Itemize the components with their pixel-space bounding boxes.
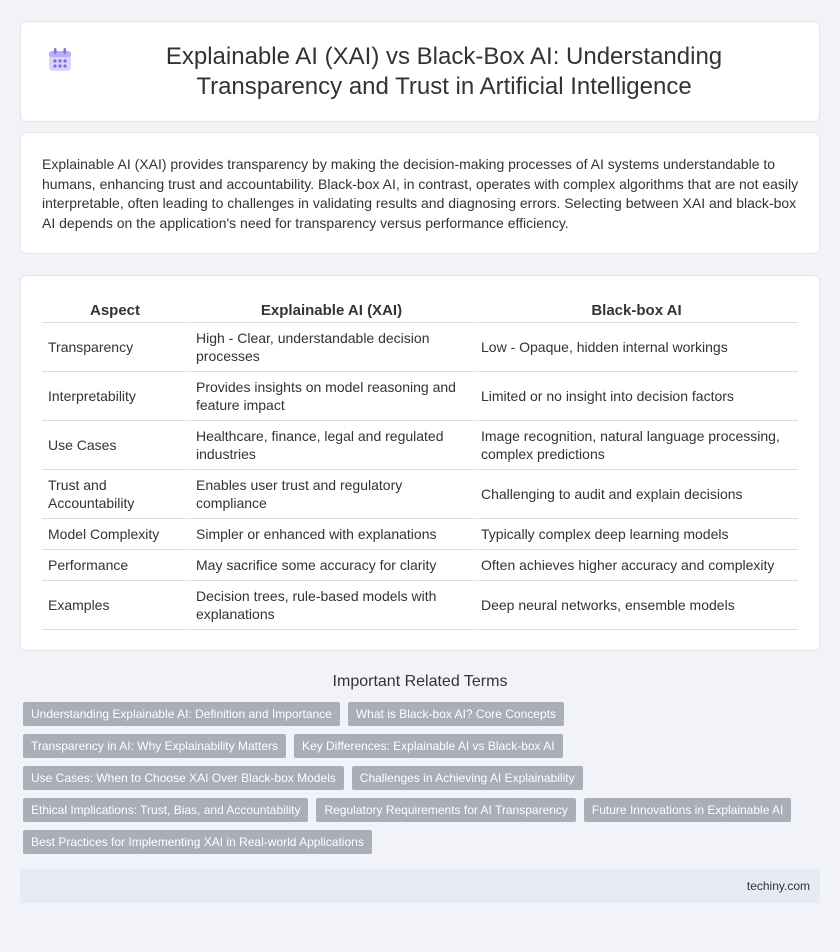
column-header: Black-box AI xyxy=(473,295,798,323)
table-cell-xai: Simpler or enhanced with explanations xyxy=(188,519,473,550)
intro-paragraph: Explainable AI (XAI) provides transparency by making the decision-making processes of AI systems understandable to humans, enhancing trust and accountability. Black-box AI, in contrast, operates with complex algorithms that are not easily interpretable, often leading to challenges in validating results and diagnosing errors. Selecting between XAI and black-box AI depends on the application's need for transparency versus performance efficiency. xyxy=(42,156,799,231)
related-term-tag[interactable]: Key Differences: Explainable AI vs Black-box AI xyxy=(294,734,563,758)
table-row xyxy=(42,550,798,581)
table-cell-blackbox: Image recognition, natural language processing, complex predictions xyxy=(473,421,798,470)
table-row xyxy=(42,470,798,519)
column-header: Aspect xyxy=(42,295,188,323)
table-cell-xai: Provides insights on model reasoning and feature impact xyxy=(188,372,473,421)
related-terms-title: Important Related Terms xyxy=(332,673,508,690)
table-row xyxy=(42,323,798,372)
related-term-tag[interactable]: Understanding Explainable AI: Definition and Importance xyxy=(23,702,340,726)
related-term-tag[interactable]: Transparency in AI: Why Explainability Matters xyxy=(23,734,286,758)
table-row xyxy=(42,581,798,630)
table-cell-blackbox: Typically complex deep learning models xyxy=(473,519,798,550)
related-term-tag[interactable]: Best Practices for Implementing XAI in Real-world Applications xyxy=(23,830,372,854)
related-term-tag[interactable]: Use Cases: When to Choose XAI Over Black-box Models xyxy=(23,766,344,790)
header xyxy=(46,42,794,102)
intro-card xyxy=(20,132,820,254)
table-cell-aspect: Use Cases xyxy=(42,421,188,470)
table-cell-aspect: Transparency xyxy=(42,323,188,372)
comparison-table-card xyxy=(20,275,820,651)
table-cell-blackbox: Deep neural networks, ensemble models xyxy=(473,581,798,630)
related-term-tag[interactable]: Ethical Implications: Trust, Bias, and Accountability xyxy=(23,798,308,822)
table-cell-aspect: Examples xyxy=(42,581,188,630)
table-cell-xai: Decision trees, rule-based models with explanations xyxy=(188,581,473,630)
table-cell-aspect: Trust and Accountability xyxy=(42,470,188,519)
related-term-tag[interactable]: Future Innovations in Explainable AI xyxy=(584,798,791,822)
related-term-tag[interactable]: What is Black-box AI? Core Concepts xyxy=(348,702,564,726)
header-card xyxy=(20,21,820,122)
table-cell-xai: Enables user trust and regulatory compliance xyxy=(188,470,473,519)
table-cell-blackbox: Challenging to audit and explain decisions xyxy=(473,470,798,519)
table-cell-blackbox: Limited or no insight into decision factors xyxy=(473,372,798,421)
comparison-table xyxy=(42,295,798,630)
table-cell-xai: Healthcare, finance, legal and regulated industries xyxy=(188,421,473,470)
table-cell-xai: High - Clear, understandable decision processes xyxy=(188,323,473,372)
related-term-tag[interactable]: Challenges in Achieving AI Explainability xyxy=(352,766,583,790)
table-cell-blackbox: Low - Opaque, hidden internal workings xyxy=(473,323,798,372)
calendar-grid-icon xyxy=(46,46,74,74)
related-term-tag[interactable]: Regulatory Requirements for AI Transparency xyxy=(316,798,575,822)
footer xyxy=(20,869,820,903)
table-row xyxy=(42,372,798,421)
footer-brand[interactable]: techiny.com xyxy=(746,879,810,893)
table-cell-aspect: Performance xyxy=(42,550,188,581)
table-header-row xyxy=(42,295,798,323)
table-row xyxy=(42,519,798,550)
table-cell-xai: May sacrifice some accuracy for clarity xyxy=(188,550,473,581)
table-cell-aspect: Interpretability xyxy=(42,372,188,421)
table-cell-aspect: Model Complexity xyxy=(42,519,188,550)
column-header: Explainable AI (XAI) xyxy=(188,295,473,323)
table-cell-blackbox: Often achieves higher accuracy and complexity xyxy=(473,550,798,581)
related-terms-list xyxy=(23,702,813,862)
page-title: Explainable AI (XAI) vs Black-Box AI: Understanding Transparency and Trust in Artificial Intelligence xyxy=(165,42,723,100)
table-row xyxy=(42,421,798,470)
